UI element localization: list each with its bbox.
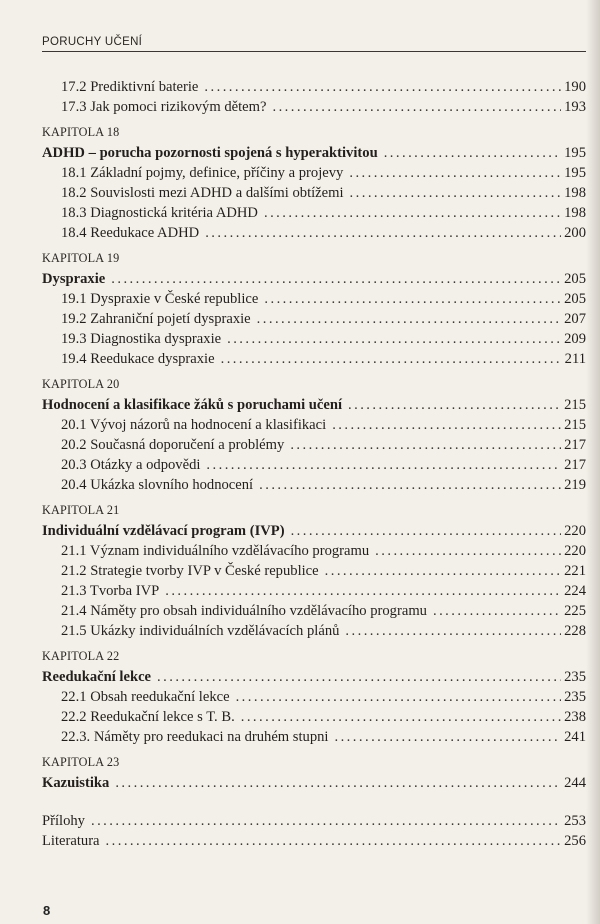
- toc-entry-page: 215: [564, 397, 586, 413]
- toc-entry-page: 207: [564, 311, 586, 327]
- dot-leader: [264, 289, 561, 309]
- toc-entry-page: 220: [564, 543, 586, 559]
- dot-leader: [206, 455, 561, 475]
- dot-leader: [334, 727, 561, 747]
- toc-section-entry: [42, 707, 586, 727]
- toc-entry-page: 200: [564, 225, 586, 241]
- toc-entry-page: 198: [564, 185, 586, 201]
- dot-leader: [205, 223, 561, 243]
- toc-entry-page: 220: [564, 523, 586, 539]
- toc-entry-label: Individuální vzdělávací program (IVP): [42, 523, 285, 539]
- toc-entry-page: 235: [564, 669, 586, 685]
- toc-chapter-label: KAPITOLA 23: [42, 755, 120, 769]
- page-edge-shadow: [586, 0, 600, 924]
- toc-entry-label: 21.1 Význam individuálního vzdělávacího programu: [61, 543, 370, 559]
- toc-section-entry: [42, 475, 586, 495]
- toc-spacer: [42, 793, 586, 811]
- toc-entry-page: 224: [564, 583, 586, 599]
- toc-chapter-label: KAPITOLA 20: [42, 377, 120, 391]
- dot-leader: [291, 521, 562, 541]
- toc-entry-label: 22.2 Reedukační lekce s T. B.: [61, 709, 235, 725]
- toc-entry-label: 20.3 Otázky a odpovědi: [61, 457, 201, 473]
- toc-entry-label: Reedukační lekce: [42, 669, 152, 685]
- dot-leader: [264, 203, 561, 223]
- toc-entry-page: 205: [564, 291, 586, 307]
- dot-leader: [111, 269, 561, 289]
- dot-leader: [349, 163, 561, 183]
- running-head: PORUCHY UČENÍ: [42, 36, 143, 48]
- toc-entry-page: 221: [564, 563, 586, 579]
- toc-entry-label: 19.3 Diagnostika dyspraxie: [61, 331, 222, 347]
- toc-section-entry: [42, 561, 586, 581]
- toc-entry-label: 20.2 Současná doporučení a problémy: [61, 437, 285, 453]
- toc-entry-label: ADHD – porucha pozornosti spojená s hyperaktivitou: [42, 145, 378, 161]
- toc-entry-label: Literatura: [42, 833, 100, 849]
- toc-entry-label: Dyspraxie: [42, 271, 106, 287]
- dot-leader: [221, 349, 562, 369]
- dot-leader: [115, 773, 561, 793]
- toc-section-entry: [42, 203, 586, 223]
- toc-entry-label: 18.4 Reedukace ADHD: [61, 225, 200, 241]
- toc-entry-page: 228: [564, 623, 586, 639]
- toc-entry-page: 238: [564, 709, 586, 725]
- toc-chapter-title: [42, 521, 586, 541]
- dot-leader: [236, 687, 562, 707]
- toc-chapter-label: KAPITOLA 21: [42, 503, 120, 517]
- toc-entry-page: 241: [564, 729, 586, 745]
- toc-section-entry: [42, 349, 586, 369]
- dot-leader: [332, 415, 561, 435]
- toc-entry-label: 21.3 Tvorba IVP: [61, 583, 160, 599]
- toc-section-entry: [42, 435, 586, 455]
- toc-entry-page: 217: [564, 437, 586, 453]
- toc-chapter-title: [42, 395, 586, 415]
- table-of-contents: [42, 77, 586, 851]
- toc-entry-page: 256: [564, 833, 586, 849]
- toc-entry-page: 190: [564, 79, 586, 95]
- toc-entry-label: 18.1 Základní pojmy, definice, příčiny a projevy: [61, 165, 344, 181]
- toc-entry-page: 193: [564, 99, 586, 115]
- toc-section-entry: [42, 415, 586, 435]
- toc-section-entry: [42, 601, 586, 621]
- toc-entry-label: 18.2 Souvislosti mezi ADHD a dalšími obtížemi: [61, 185, 344, 201]
- dot-leader: [165, 581, 561, 601]
- toc-section-entry: [42, 223, 586, 243]
- dot-leader: [325, 561, 561, 581]
- toc-entry-label: 17.2 Prediktivní baterie: [61, 79, 199, 95]
- toc-entry-label: 18.3 Diagnostická kritéria ADHD: [61, 205, 258, 221]
- toc-chapter-label: KAPITOLA 18: [42, 125, 120, 139]
- toc-section-entry: [42, 687, 586, 707]
- dot-leader: [345, 621, 561, 641]
- dot-leader: [106, 831, 562, 851]
- dot-leader: [272, 97, 561, 117]
- dot-leader: [350, 183, 562, 203]
- page-number: 8: [43, 903, 51, 918]
- toc-entry-label: 19.4 Reedukace dyspraxie: [61, 351, 215, 367]
- dot-leader: [204, 77, 561, 97]
- toc-entry-label: 20.4 Ukázka slovního hodnocení: [61, 477, 254, 493]
- header-rule: [42, 51, 586, 52]
- toc-section-entry: [42, 309, 586, 329]
- toc-section-entry: [42, 289, 586, 309]
- toc-entry-page: 215: [564, 417, 586, 433]
- toc-entry-label: 22.1 Obsah reedukační lekce: [61, 689, 230, 705]
- toc-entry-page: 198: [564, 205, 586, 221]
- toc-entry-label: 22.3. Náměty pro reedukaci na druhém stupni: [61, 729, 329, 745]
- toc-section-entry: [42, 541, 586, 561]
- toc-section-entry: [42, 163, 586, 183]
- toc-entry-label: Hodnocení a klasifikace žáků s poruchami učení: [42, 397, 343, 413]
- toc-chapter-label: KAPITOLA 19: [42, 251, 120, 265]
- dot-leader: [227, 329, 561, 349]
- toc-entry-label: 21.2 Strategie tvorby IVP v České republice: [61, 563, 319, 579]
- toc-entry-label: 21.4 Náměty pro obsah individuálního vzdělávacího programu: [61, 603, 427, 619]
- dot-leader: [91, 811, 561, 831]
- toc-entry: [42, 811, 586, 831]
- toc-section-entry: [42, 77, 586, 97]
- toc-section-entry: [42, 621, 586, 641]
- toc-section-entry: [42, 329, 586, 349]
- dot-leader: [375, 541, 561, 561]
- toc-entry-page: 217: [564, 457, 586, 473]
- toc-chapter-label: KAPITOLA 22: [42, 649, 120, 663]
- toc-entry-label: Přílohy: [42, 813, 85, 829]
- toc-entry-page: 195: [564, 145, 586, 161]
- toc-entry-label: 17.3 Jak pomoci rizikovým dětem?: [61, 99, 267, 115]
- toc-section-entry: [42, 97, 586, 117]
- toc-entry-label: 20.1 Vývoj názorů na hodnocení a klasifikaci: [61, 417, 327, 433]
- toc-entry: [42, 831, 586, 851]
- toc-chapter-title: [42, 773, 586, 793]
- toc-entry-page: 211: [564, 351, 586, 367]
- dot-leader: [257, 309, 561, 329]
- toc-entry-page: 244: [564, 775, 586, 791]
- toc-chapter-title: [42, 143, 586, 163]
- toc-section-entry: [42, 581, 586, 601]
- dot-leader: [290, 435, 561, 455]
- toc-entry-label: 21.5 Ukázky individuálních vzdělávacích plánů: [61, 623, 340, 639]
- toc-entry-page: 205: [564, 271, 586, 287]
- toc-chapter-title: [42, 667, 586, 687]
- toc-entry-page: 219: [564, 477, 586, 493]
- toc-section-entry: [42, 727, 586, 747]
- dot-leader: [348, 395, 561, 415]
- dot-leader: [384, 143, 561, 163]
- toc-entry-page: 195: [564, 165, 586, 181]
- dot-leader: [157, 667, 561, 687]
- toc-entry-page: 209: [564, 331, 586, 347]
- toc-entry-page: 225: [564, 603, 586, 619]
- dot-leader: [433, 601, 561, 621]
- toc-entry-label: 19.1 Dyspraxie v České republice: [61, 291, 259, 307]
- toc-section-entry: [42, 183, 586, 203]
- dot-leader: [241, 707, 561, 727]
- toc-entry-page: 235: [564, 689, 586, 705]
- dot-leader: [259, 475, 561, 495]
- toc-entry-label: Kazuistika: [42, 775, 110, 791]
- toc-entry-page: 253: [564, 813, 586, 829]
- toc-entry-label: 19.2 Zahraniční pojetí dyspraxie: [61, 311, 251, 327]
- toc-section-entry: [42, 455, 586, 475]
- toc-chapter-title: [42, 269, 586, 289]
